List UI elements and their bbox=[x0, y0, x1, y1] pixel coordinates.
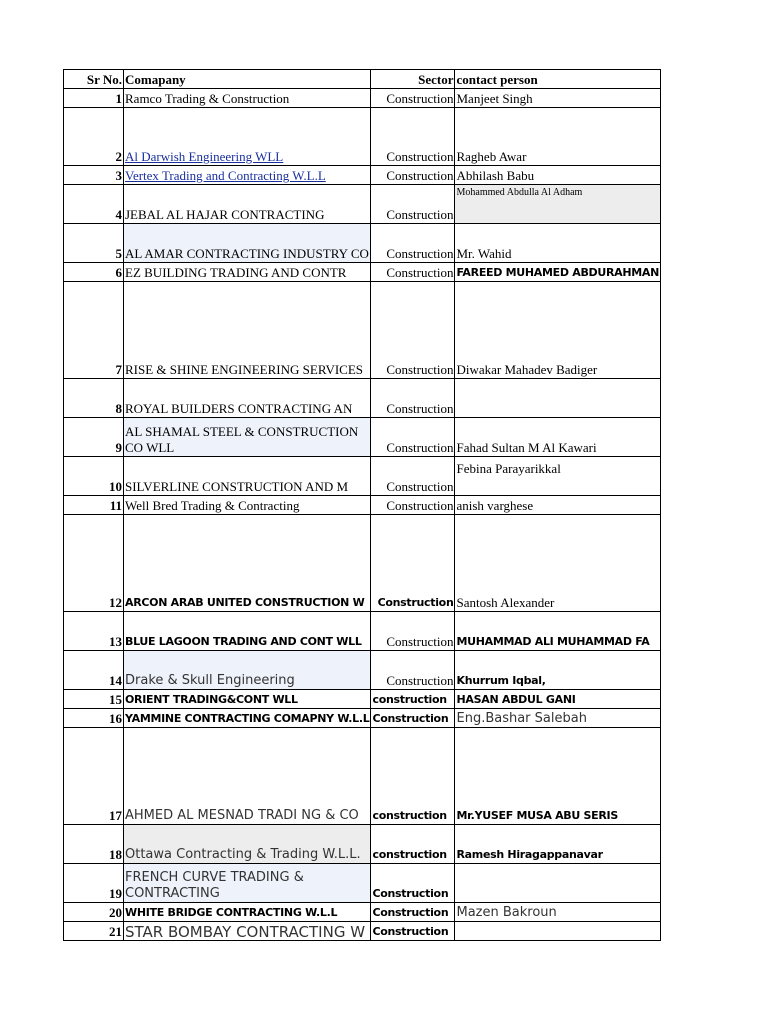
company-cell[interactable]: ROYAL BUILDERS CONTRACTING AN bbox=[124, 379, 371, 418]
row-number: 14 bbox=[64, 651, 124, 690]
company-cell[interactable]: AL SHAMAL STEEL & CONSTRUCTION CO WLL bbox=[124, 418, 371, 457]
table-row bbox=[64, 185, 661, 224]
table-row bbox=[64, 418, 661, 457]
header-sr-no: Sr No. bbox=[64, 70, 124, 89]
contact-cell[interactable]: Ramesh Hiragappanavar bbox=[455, 825, 661, 864]
sector-cell[interactable]: construction bbox=[371, 690, 455, 709]
row-number: 3 bbox=[64, 166, 124, 185]
contact-cell[interactable] bbox=[455, 379, 661, 418]
sector-cell[interactable]: Construction bbox=[371, 903, 455, 922]
sector-cell[interactable]: Construction bbox=[371, 651, 455, 690]
table-row bbox=[64, 690, 661, 709]
contact-cell[interactable]: Febina Parayarikkal bbox=[455, 457, 661, 496]
contact-cell[interactable]: Khurrum Iqbal, bbox=[455, 651, 661, 690]
company-cell[interactable]: Well Bred Trading & Contracting bbox=[124, 496, 371, 515]
sector-cell[interactable]: Construction bbox=[371, 224, 455, 263]
company-link[interactable]: Vertex Trading and Contracting W.L.L bbox=[125, 168, 326, 183]
row-number: 9 bbox=[64, 418, 124, 457]
row-number: 6 bbox=[64, 263, 124, 282]
contact-table bbox=[63, 69, 661, 941]
sector-cell[interactable]: Construction bbox=[371, 166, 455, 185]
company-cell[interactable]: BLUE LAGOON TRADING AND CONT WLL bbox=[124, 612, 371, 651]
sector-cell[interactable]: Construction bbox=[371, 379, 455, 418]
table-row bbox=[64, 728, 661, 825]
sector-cell[interactable]: construction bbox=[371, 825, 455, 864]
sector-cell[interactable]: construction bbox=[371, 728, 455, 825]
contact-cell[interactable]: Eng.Bashar Salebah bbox=[455, 709, 661, 728]
row-number: 11 bbox=[64, 496, 124, 515]
contact-cell[interactable]: anish varghese bbox=[455, 496, 661, 515]
company-cell[interactable]: Ottawa Contracting & Trading W.L.L. bbox=[124, 825, 371, 864]
company-cell[interactable]: STAR BOMBAY CONTRACTING W bbox=[124, 922, 371, 941]
company-link[interactable]: Al Darwish Engineering WLL bbox=[125, 149, 284, 164]
company-cell[interactable] bbox=[124, 108, 371, 166]
contact-cell[interactable]: MUHAMMAD ALI MUHAMMAD FA bbox=[455, 612, 661, 651]
table-row bbox=[64, 515, 661, 612]
contact-cell[interactable] bbox=[455, 922, 661, 941]
sector-cell[interactable]: Construction bbox=[371, 709, 455, 728]
row-number: 15 bbox=[64, 690, 124, 709]
header-sector: Sector bbox=[371, 70, 455, 89]
row-number: 12 bbox=[64, 515, 124, 612]
company-cell[interactable]: AL AMAR CONTRACTING INDUSTRY CO bbox=[124, 224, 371, 263]
company-cell[interactable]: RISE & SHINE ENGINEERING SERVICES bbox=[124, 282, 371, 379]
sector-cell[interactable]: Construction bbox=[371, 864, 455, 903]
row-number: 13 bbox=[64, 612, 124, 651]
contact-cell[interactable]: FAREED MUHAMED ABDURAHMAN bbox=[455, 263, 661, 282]
contact-cell[interactable]: HASAN ABDUL GANI bbox=[455, 690, 661, 709]
sector-cell[interactable]: Construction bbox=[371, 185, 455, 224]
contact-cell[interactable]: Mohammed Abdulla Al Adham bbox=[455, 185, 661, 224]
company-cell[interactable]: JEBAL AL HAJAR CONTRACTING bbox=[124, 185, 371, 224]
sector-cell[interactable]: Construction bbox=[371, 263, 455, 282]
company-cell[interactable]: YAMMINE CONTRACTING COMAPNY W.L.L bbox=[124, 709, 371, 728]
sector-cell[interactable]: Construction bbox=[371, 612, 455, 651]
table-row bbox=[64, 651, 661, 690]
table-row bbox=[64, 864, 661, 903]
contact-cell[interactable]: Diwakar Mahadev Badiger bbox=[455, 282, 661, 379]
row-number: 18 bbox=[64, 825, 124, 864]
sector-cell[interactable]: Construction bbox=[371, 457, 455, 496]
contact-cell[interactable]: Mr.YUSEF MUSA ABU SERIS bbox=[455, 728, 661, 825]
row-number: 2 bbox=[64, 108, 124, 166]
table-row bbox=[64, 89, 661, 108]
row-number: 20 bbox=[64, 903, 124, 922]
table-row bbox=[64, 922, 661, 941]
company-cell[interactable]: SILVERLINE CONSTRUCTION AND M bbox=[124, 457, 371, 496]
contact-cell[interactable]: Abhilash Babu bbox=[455, 166, 661, 185]
table-row bbox=[64, 263, 661, 282]
contact-cell[interactable]: Mr. Wahid bbox=[455, 224, 661, 263]
table-row bbox=[64, 282, 661, 379]
company-cell[interactable]: ARCON ARAB UNITED CONSTRUCTION W bbox=[124, 515, 371, 612]
contact-cell[interactable] bbox=[455, 864, 661, 903]
header-row bbox=[64, 70, 661, 89]
table-row bbox=[64, 903, 661, 922]
row-number: 19 bbox=[64, 864, 124, 903]
table-row bbox=[64, 709, 661, 728]
row-number: 21 bbox=[64, 922, 124, 941]
company-cell[interactable] bbox=[124, 166, 371, 185]
table-row bbox=[64, 108, 661, 166]
header-company: Comapany bbox=[124, 70, 371, 89]
table-row bbox=[64, 825, 661, 864]
company-cell[interactable]: Ramco Trading & Construction bbox=[124, 89, 371, 108]
table-row bbox=[64, 612, 661, 651]
row-number: 17 bbox=[64, 728, 124, 825]
contact-cell[interactable]: Manjeet Singh bbox=[455, 89, 661, 108]
company-cell[interactable]: WHITE BRIDGE CONTRACTING W.L.L bbox=[124, 903, 371, 922]
company-cell[interactable]: EZ BUILDING TRADING AND CONTR bbox=[124, 263, 371, 282]
table-row bbox=[64, 166, 661, 185]
company-cell[interactable]: ORIENT TRADING&CONT WLL bbox=[124, 690, 371, 709]
contact-cell[interactable]: Fahad Sultan M Al Kawari bbox=[455, 418, 661, 457]
contact-cell[interactable]: Mazen Bakroun bbox=[455, 903, 661, 922]
row-number: 5 bbox=[64, 224, 124, 263]
contact-cell[interactable]: Santosh Alexander bbox=[455, 515, 661, 612]
company-cell[interactable]: FRENCH CURVE TRADING & CONTRACTING bbox=[124, 864, 371, 903]
row-number: 7 bbox=[64, 282, 124, 379]
row-number: 1 bbox=[64, 89, 124, 108]
sector-cell[interactable]: Construction bbox=[371, 515, 455, 612]
row-number: 8 bbox=[64, 379, 124, 418]
row-number: 10 bbox=[64, 457, 124, 496]
sector-cell[interactable]: Construction bbox=[371, 922, 455, 941]
sector-cell[interactable]: Construction bbox=[371, 108, 455, 166]
company-cell[interactable]: Drake & Skull Engineering bbox=[124, 651, 371, 690]
sector-cell[interactable]: Construction bbox=[371, 418, 455, 457]
table-row bbox=[64, 457, 661, 496]
table-row bbox=[64, 379, 661, 418]
contact-cell[interactable]: Ragheb Awar bbox=[455, 108, 661, 166]
sector-cell[interactable]: Construction bbox=[371, 282, 455, 379]
table-row bbox=[64, 224, 661, 263]
company-cell[interactable]: AHMED AL MESNAD TRADI NG & CO bbox=[124, 728, 371, 825]
header-contact: contact person bbox=[455, 70, 661, 89]
row-number: 4 bbox=[64, 185, 124, 224]
table-row bbox=[64, 496, 661, 515]
sector-cell[interactable]: Construction bbox=[371, 496, 455, 515]
row-number: 16 bbox=[64, 709, 124, 728]
sector-cell[interactable]: Construction bbox=[371, 89, 455, 108]
